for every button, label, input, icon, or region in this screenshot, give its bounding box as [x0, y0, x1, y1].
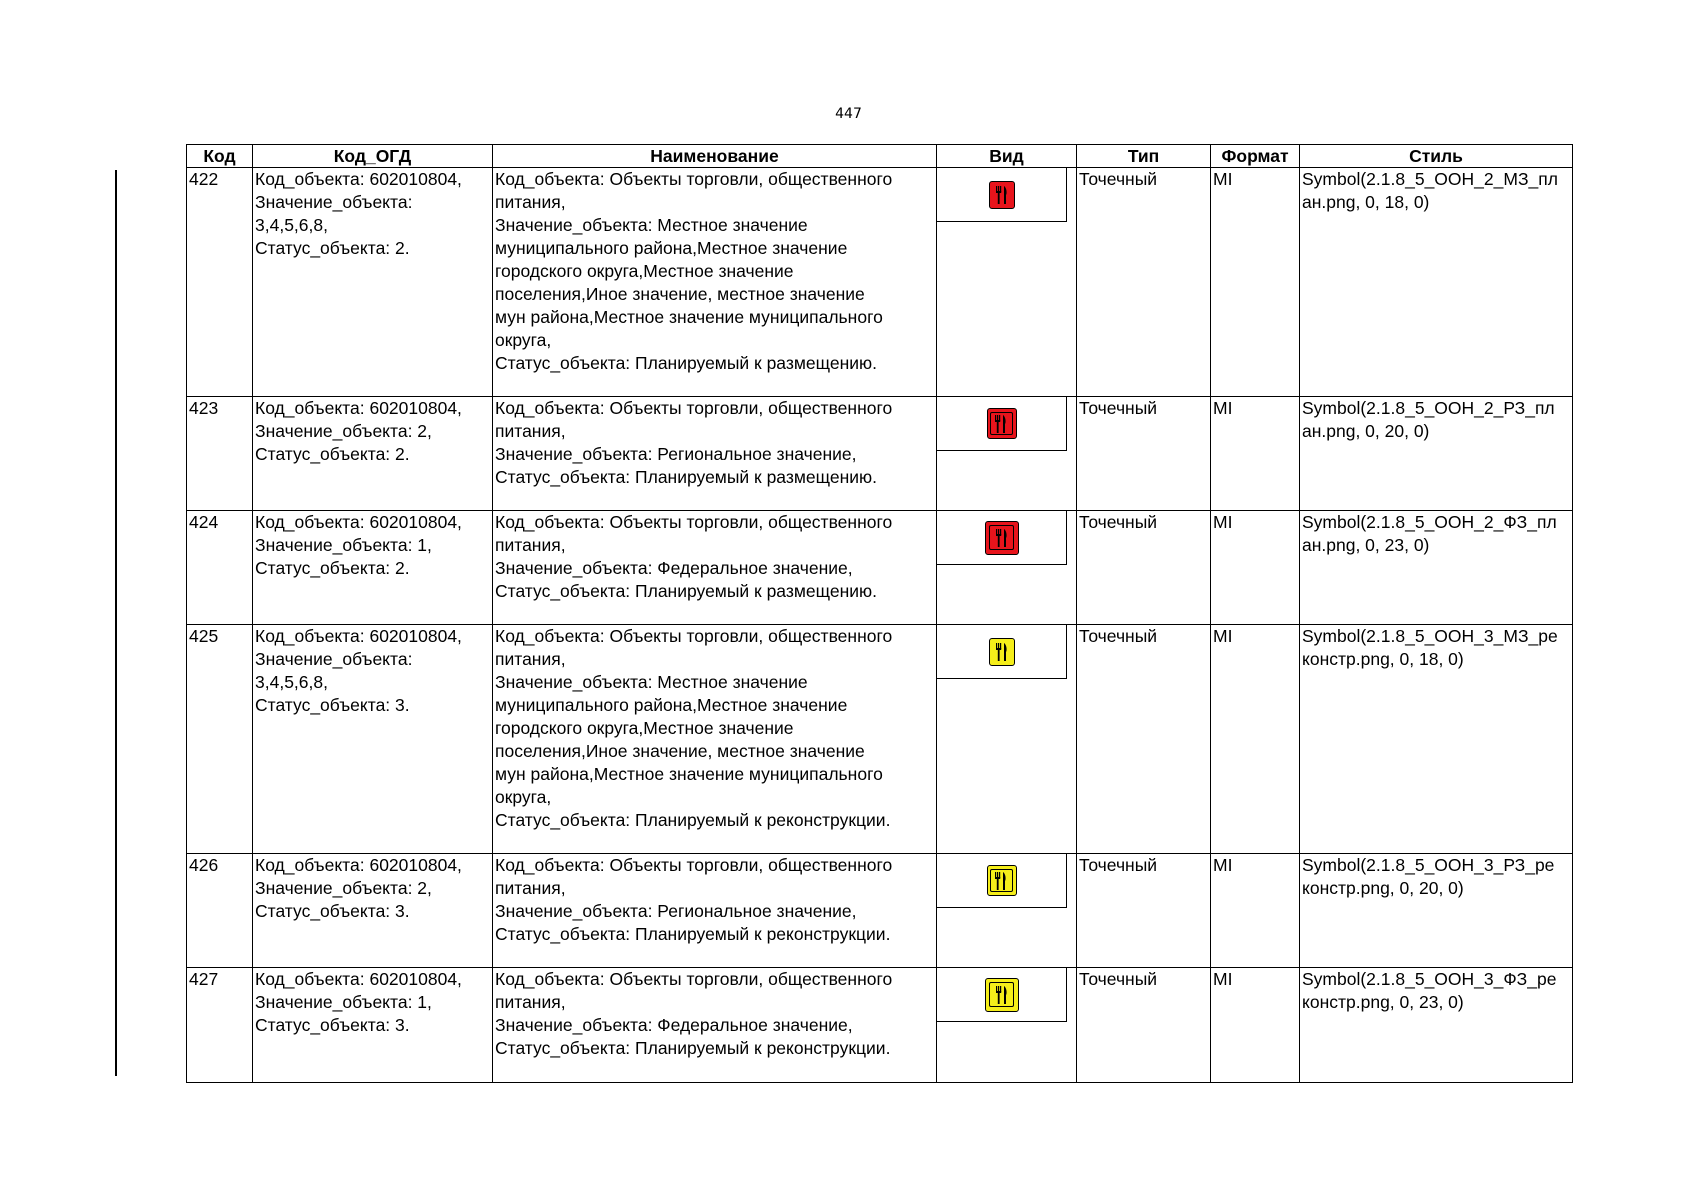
cell-tip: Точечный: [1077, 511, 1211, 625]
cell-style: Symbol(2.1.8_5_ООН_3_РЗ_ре констр.png, 0, 20, 0): [1300, 854, 1573, 968]
table-body: [187, 168, 1573, 1083]
cell-vid: [937, 511, 1077, 625]
cell-format: MI: [1211, 511, 1300, 625]
table-row: [187, 511, 1573, 625]
page-number: 447: [835, 106, 862, 122]
cell-name: Код_объекта: Объекты торговли, общественного питания, Значение_объекта: Федеральное значение, Статус_объекта: Планируемый к реконструкции.: [493, 968, 937, 1083]
symbol-preview-box: [937, 397, 1067, 451]
cell-kod: 425: [187, 625, 253, 854]
cell-name: Код_объекта: Объекты торговли, общественного питания, Значение_объекта: Региональное значение, Статус_объекта: Планируемый к реконструкции.: [493, 854, 937, 968]
cell-format: MI: [1211, 854, 1300, 968]
cell-kod: 422: [187, 168, 253, 397]
cell-kod-ogd: Код_объекта: 602010804, Значение_объекта: 1, Статус_объекта: 2.: [253, 511, 493, 625]
cell-format: MI: [1211, 968, 1300, 1083]
column-header-kod-ogd: Код_ОГД: [253, 145, 493, 168]
column-header-style: Стиль: [1300, 145, 1573, 168]
cell-name: Код_объекта: Объекты торговли, общественного питания, Значение_объекта: Местное значение муниципального района,Местное значение городского округа,Местное значение поселения,Иное значение, местное значение мун района,Местное значение муниципального округа, Статус_объекта: Планируемый к размещению.: [493, 168, 937, 397]
table-row: [187, 625, 1573, 854]
cell-tip: Точечный: [1077, 168, 1211, 397]
fork-knife-icon: [989, 181, 1015, 209]
table-row: [187, 968, 1573, 1083]
column-header-format: Формат: [1211, 145, 1300, 168]
fork-knife-icon: [985, 978, 1019, 1012]
column-header-vid: Вид: [937, 145, 1077, 168]
cell-kod-ogd: Код_объекта: 602010804, Значение_объекта: 1, Статус_объекта: 3.: [253, 968, 493, 1083]
margin-line: [115, 170, 117, 1076]
cell-style: Symbol(2.1.8_5_ООН_2_ФЗ_пл ан.png, 0, 23, 0): [1300, 511, 1573, 625]
column-header-name: Наименование: [493, 145, 937, 168]
cell-kod: 427: [187, 968, 253, 1083]
fork-knife-icon: [987, 408, 1017, 439]
fork-knife-icon: [987, 865, 1017, 896]
cell-kod: 423: [187, 397, 253, 511]
cell-style: Symbol(2.1.8_5_ООН_3_ФЗ_ре констр.png, 0, 23, 0): [1300, 968, 1573, 1083]
cell-tip: Точечный: [1077, 968, 1211, 1083]
cell-format: MI: [1211, 168, 1300, 397]
symbol-preview-box: [937, 168, 1067, 222]
cell-format: MI: [1211, 397, 1300, 511]
symbol-table: [186, 144, 1573, 1083]
cell-name: Код_объекта: Объекты торговли, общественного питания, Значение_объекта: Федеральное значение, Статус_объекта: Планируемый к размещению.: [493, 511, 937, 625]
table-row: [187, 397, 1573, 511]
table-row: [187, 854, 1573, 968]
cell-style: Symbol(2.1.8_5_ООН_2_РЗ_пл ан.png, 0, 20, 0): [1300, 397, 1573, 511]
table-row: [187, 168, 1573, 397]
cell-style: Symbol(2.1.8_5_ООН_2_МЗ_пл ан.png, 0, 18, 0): [1300, 168, 1573, 397]
symbol-preview-box: [937, 511, 1067, 565]
cell-vid: [937, 625, 1077, 854]
fork-knife-icon: [989, 638, 1015, 666]
fork-knife-icon: [985, 521, 1019, 555]
cell-vid: [937, 397, 1077, 511]
cell-vid: [937, 168, 1077, 397]
symbol-preview-box: [937, 968, 1067, 1022]
cell-format: MI: [1211, 625, 1300, 854]
column-header-tip: Тип: [1077, 145, 1211, 168]
cell-kod-ogd: Код_объекта: 602010804, Значение_объекта: 3,4,5,6,8, Статус_объекта: 2.: [253, 168, 493, 397]
cell-vid: [937, 854, 1077, 968]
cell-name: Код_объекта: Объекты торговли, общественного питания, Значение_объекта: Местное значение муниципального района,Местное значение городского округа,Местное значение поселения,Иное значение, местное значение мун района,Местное значение муниципального округа, Статус_объекта: Планируемый к реконструкции.: [493, 625, 937, 854]
symbol-preview-box: [937, 854, 1067, 908]
cell-vid: [937, 968, 1077, 1083]
cell-kod-ogd: Код_объекта: 602010804, Значение_объекта: 2, Статус_объекта: 2.: [253, 397, 493, 511]
cell-kod-ogd: Код_объекта: 602010804, Значение_объекта: 3,4,5,6,8, Статус_объекта: 3.: [253, 625, 493, 854]
cell-kod-ogd: Код_объекта: 602010804, Значение_объекта: 2, Статус_объекта: 3.: [253, 854, 493, 968]
cell-kod: 424: [187, 511, 253, 625]
column-header-kod: Код: [187, 145, 253, 168]
symbol-preview-box: [937, 625, 1067, 679]
cell-kod: 426: [187, 854, 253, 968]
cell-name: Код_объекта: Объекты торговли, общественного питания, Значение_объекта: Региональное значение, Статус_объекта: Планируемый к размещению.: [493, 397, 937, 511]
cell-style: Symbol(2.1.8_5_ООН_3_МЗ_ре констр.png, 0, 18, 0): [1300, 625, 1573, 854]
cell-tip: Точечный: [1077, 854, 1211, 968]
cell-tip: Точечный: [1077, 397, 1211, 511]
table-header-row: [187, 145, 1573, 168]
cell-tip: Точечный: [1077, 625, 1211, 854]
